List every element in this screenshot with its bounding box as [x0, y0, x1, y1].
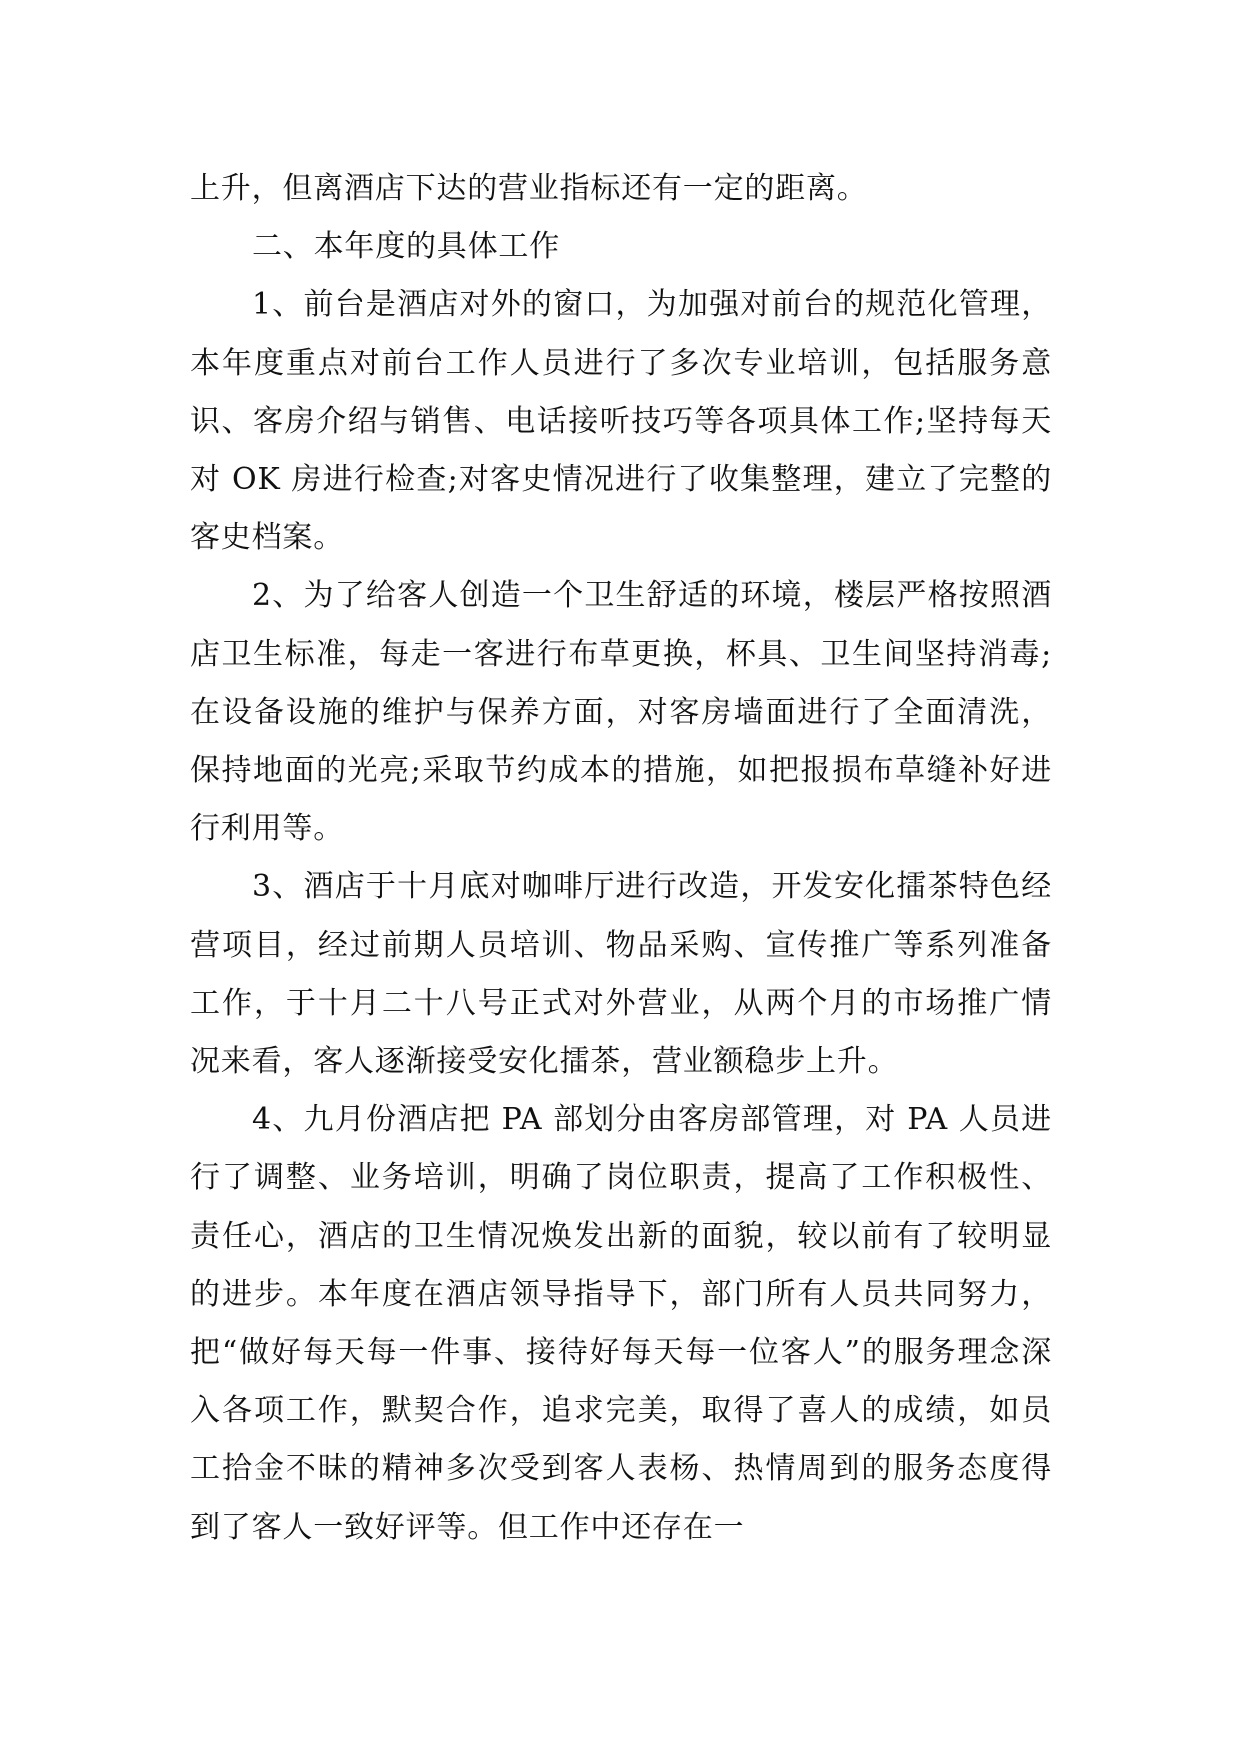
- paragraph-cafe-renovation: 3、酒店于十月底对咖啡厅进行改造，开发安化擂茶特色经营项目，经过前期人员培训、物品采购、宣传推广等系列准备工作，于十月二十八号正式对外营业，从两个月的市场推广情况来看，客人逐渐接受安化擂茶，营业额稳步上升。: [190, 869, 1052, 1080]
- document-body: [190, 160, 1052, 1557]
- paragraph-pa-department: 4、九月份酒店把 PA 部划分由客房部管理，对 PA 人员进行了调整、业务培训，明确了岗位职责，提高了工作积极性、责任心，酒店的卫生情况焕发出新的面貌，较以前有了较明显的进步。本年度在酒店领导指导下，部门所有人员共同努力，把“做好每天每一件事、接待好每天每一位客人”的服务理念深入各项工作，默契合作，追求完美，取得了喜人的成绩，如员工拾金不昧的精神多次受到客人表杨、热情周到的服务态度得到了客人一致好评等。但工作中还存在一: [190, 1102, 1052, 1545]
- paragraph-front-desk: 1、前台是酒店对外的窗口，为加强对前台的规范化管理，本年度重点对前台工作人员进行了多次专业培训，包括服务意识、客房介绍与销售、电话接听技巧等各项具体工作;坚持每天对 OK 房进行检查;对客史情况进行了收集整理，建立了完整的客史档案。: [190, 287, 1052, 556]
- paragraph-continuation: 上升，但离酒店下达的营业指标还有一定的距离。: [190, 171, 868, 206]
- paragraph-housekeeping: 2、为了给客人创造一个卫生舒适的环境，楼层严格按照酒店卫生标准，每走一客进行布草更换，杯具、卫生间坚持消毒;在设备设施的维护与保养方面，对客房墙面进行了全面清洗，保持地面的光亮;采取节约成本的措施，如把报损布草缝补好进行利用等。: [190, 578, 1052, 847]
- section-heading: 二、本年度的具体工作: [252, 229, 560, 265]
